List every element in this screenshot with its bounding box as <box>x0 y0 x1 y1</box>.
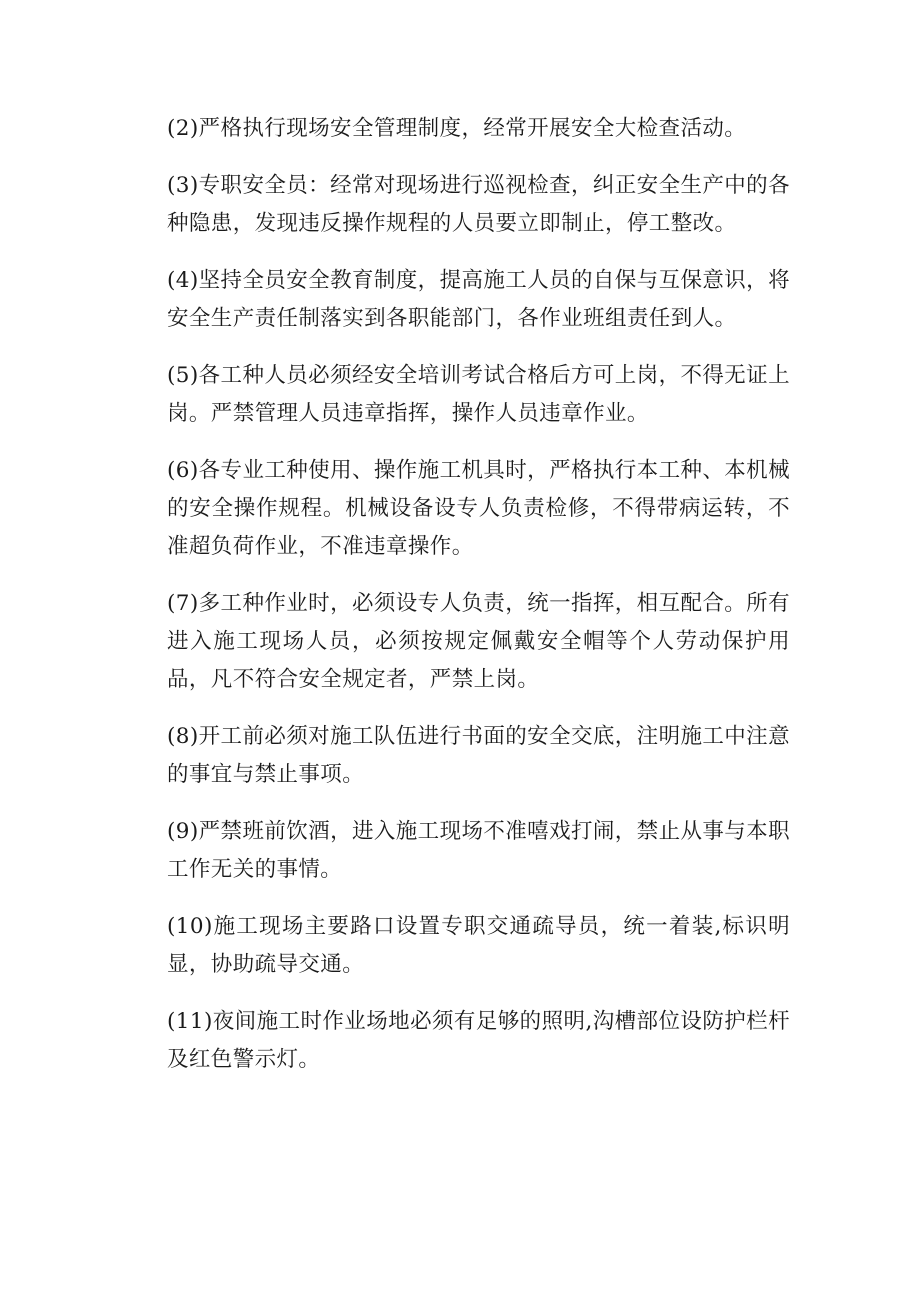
paragraph-item-10: (10)施工现场主要路口设置专职交通疏导员，统一着装,标识明显，协助疏导交通。 <box>167 914 790 977</box>
paragraph-item-3: (3)专职安全员：经常对现场进行巡视检查，纠正安全生产中的各种隐患，发现违反操作规程的人员要立即制止，停工整改。 <box>167 173 790 236</box>
paragraph-item-2: (2)严格执行现场安全管理制度，经常开展安全大检查活动。 <box>167 116 747 141</box>
paragraph-item-5: (5)各工种人员必须经安全培训考试合格后方可上岗，不得无证上岗。严禁管理人员违章指挥，操作人员违章作业。 <box>167 363 790 426</box>
paragraph-item-6: (6)各专业工种使用、操作施工机具时，严格执行本工种、本机械的安全操作规程。机械设备设专人负责检修，不得带病运转，不准超负荷作业，不准违章操作。 <box>167 458 790 559</box>
paragraph-item-9: (9)严禁班前饮酒，进入施工现场不准嘻戏打闹，禁止从事与本职工作无关的事情。 <box>167 819 790 882</box>
paragraph-item-7: (7)多工种作业时，必须设专人负责，统一指挥，相互配合。所有进入施工现场人员，必须按规定佩戴安全帽等个人劳动保护用品，凡不符合安全规定者，严禁上岗。 <box>167 591 790 692</box>
paragraph-item-8: (8)开工前必须对施工队伍进行书面的安全交底，注明施工中注意的事宜与禁止事项。 <box>167 724 790 787</box>
paragraph-item-4: (4)坚持全员安全教育制度，提高施工人员的自保与互保意识，将安全生产责任制落实到各职能部门，各作业班组责任到人。 <box>167 268 790 331</box>
paragraph-item-11: (11)夜间施工时作业场地必须有足够的照明,沟槽部位设防护栏杆及红色警示灯。 <box>167 1009 790 1072</box>
